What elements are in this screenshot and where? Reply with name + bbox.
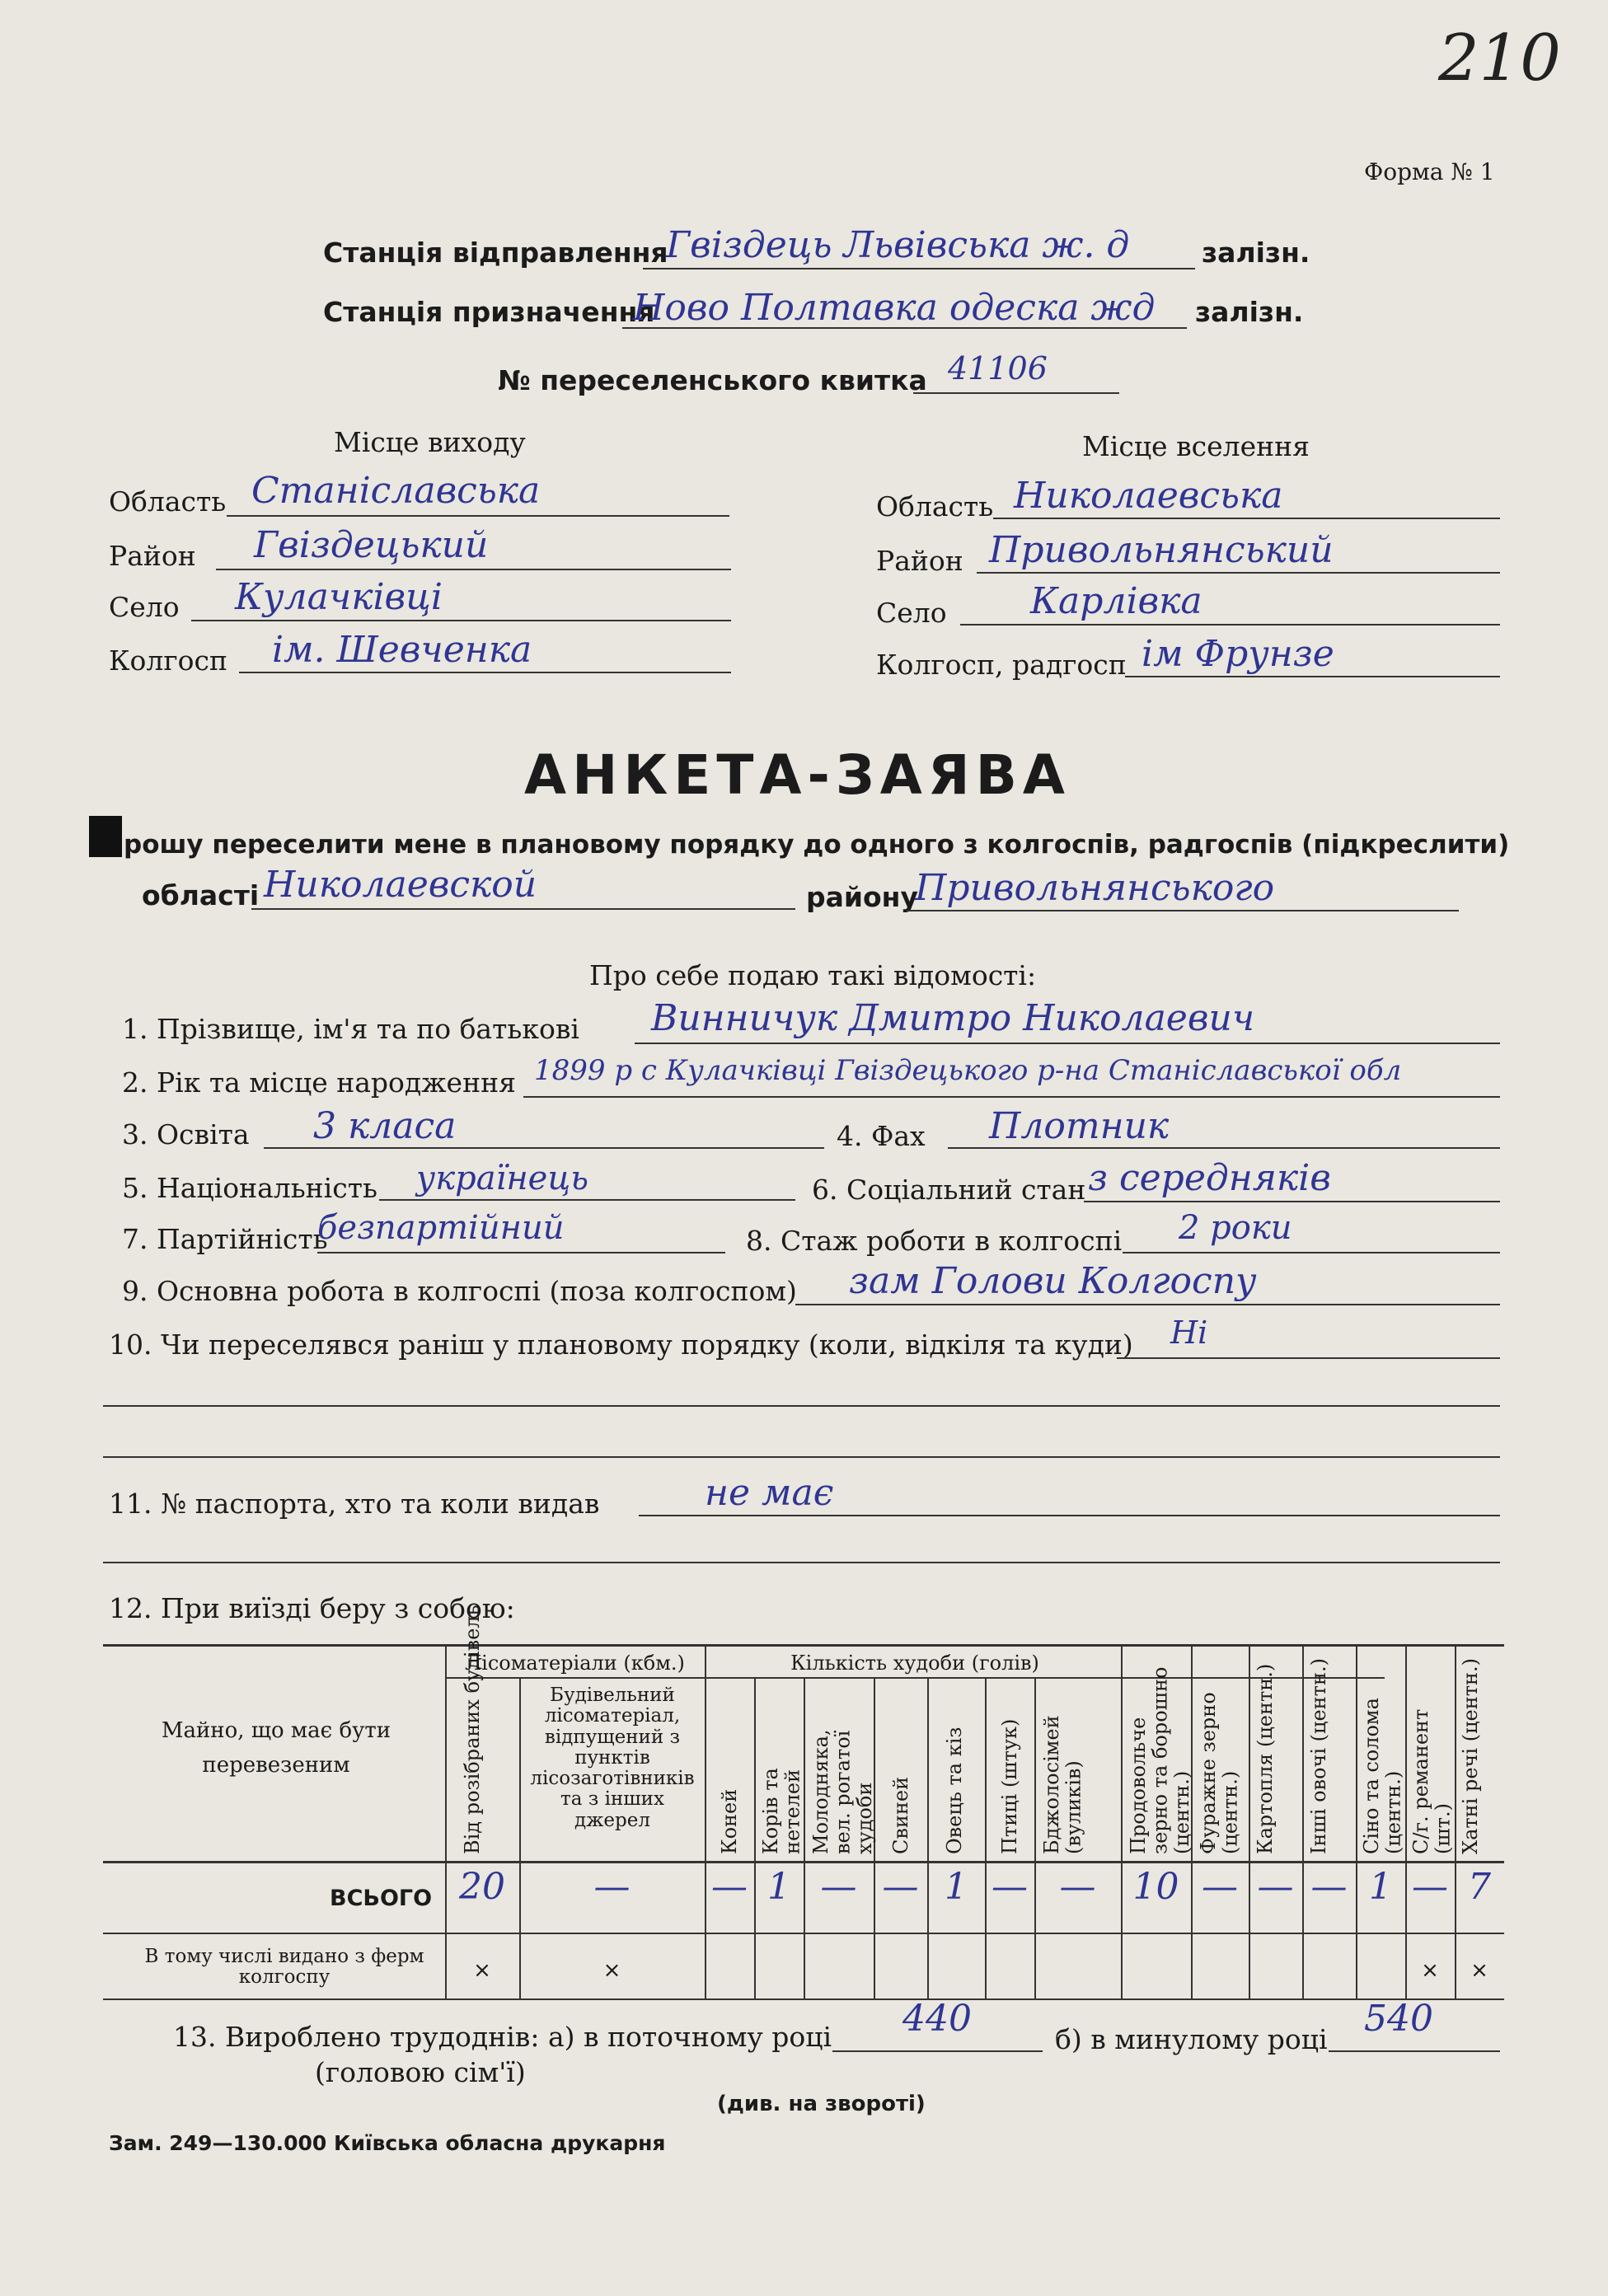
table-bottom-border — [103, 1998, 1504, 2000]
table-cell-total: 7 — [1468, 1866, 1491, 1908]
form-title: АНКЕТА-ЗАЯВА — [524, 743, 1071, 807]
vline — [705, 1646, 706, 1998]
field-2-value: 1899 р с Кулачківці Гвіздецького р-на Станіславської обл — [534, 1054, 1402, 1087]
table-header-bottom — [103, 1861, 1504, 1863]
destination-value: Ново Полтавка одеска жд — [633, 287, 1156, 329]
destination-label: Станція призначення — [323, 296, 655, 328]
table-cell-total: — — [1310, 1866, 1348, 1908]
footer-note: (див. на звороті) — [717, 2092, 926, 2116]
departure-label: Станція відправлення — [323, 237, 668, 269]
table-cell-kolhosp: × — [1470, 1958, 1488, 1983]
table-cell-total: — — [1412, 1866, 1448, 1908]
origin-selo-line — [191, 620, 731, 621]
vline — [1034, 1677, 1036, 1998]
field-4-line — [948, 1147, 1500, 1149]
field-6-value: з середняків — [1088, 1157, 1331, 1199]
field-7-value: безпартійний — [317, 1209, 565, 1247]
settlement-oblast-line — [993, 518, 1500, 519]
table-cell-total: 20 — [459, 1866, 505, 1908]
origin-oblast-value: Станіславська — [251, 470, 541, 512]
field-8-line — [1123, 1252, 1500, 1253]
settlement-oblast-value: Николаевська — [1014, 475, 1283, 517]
vline — [1191, 1646, 1193, 1998]
col-header: Інші овочі (центн.) — [1307, 1658, 1330, 1854]
field-10-label: 10. Чи переселявся раніш у плановому порядку (коли, відкіля та куди) — [109, 1328, 1133, 1361]
table-cell-total: 10 — [1132, 1866, 1179, 1908]
request-line: рошу переселити мене в плановому порядку до одного з колгоспів, радгоспів (підкреслити) — [124, 830, 1510, 860]
table-cell-kolhosp: × — [602, 1958, 621, 1983]
field-9-value: зам Голови Колгоспу — [849, 1260, 1257, 1302]
vline — [1121, 1646, 1123, 1998]
vline — [804, 1677, 805, 1998]
table-cell-total: — — [593, 1866, 631, 1908]
origin-raion-label: Район — [109, 540, 196, 572]
origin-oblast-label: Область — [109, 485, 227, 518]
field-6-line — [1084, 1201, 1500, 1202]
table-cell-total: — — [992, 1866, 1028, 1908]
origin-kolhosp-label: Колгосп — [109, 644, 228, 677]
field-8-value: 2 роки — [1179, 1209, 1292, 1247]
settlement-raion-label: Район — [876, 545, 963, 577]
table-cell-total: 1 — [945, 1866, 968, 1908]
field-5-label: 5. Національність — [122, 1172, 377, 1204]
settlement-selo-value: Карлівка — [1030, 580, 1202, 622]
departure-line — [643, 268, 1195, 269]
printer-info: Зам. 249—130.000 Київська обласна друкарня — [109, 2131, 666, 2155]
departure-value: Гвіздець Львівська ж. д — [666, 224, 1130, 266]
table-row-divider — [103, 1933, 1504, 1934]
col-header: Фуражне зерно (центн.) — [1197, 1692, 1242, 1854]
vline — [1302, 1646, 1304, 1998]
destination-suffix: залізн. — [1195, 296, 1304, 328]
table-cell-kolhosp: × — [473, 1958, 491, 1983]
settlement-kolhosp-line — [1125, 676, 1500, 677]
workdays-past-value: 540 — [1364, 1998, 1433, 2040]
col-header: Коней — [718, 1788, 741, 1854]
form-label: Форма № 1 — [1364, 158, 1495, 185]
table-cell-total: — — [1257, 1866, 1294, 1908]
settlement-raion-line — [977, 572, 1500, 574]
vline — [519, 1677, 521, 1998]
origin-oblast-line — [227, 515, 729, 517]
table-cell-total: — — [711, 1866, 748, 1908]
field-5-value: українець — [416, 1160, 589, 1197]
origin-heading: Місце виходу — [334, 426, 526, 458]
vline — [874, 1677, 875, 1998]
col-header: Хатні речі (центн.) — [1459, 1658, 1482, 1854]
field-1-label: 1. Прізвище, ім'я та по батькові — [122, 1013, 579, 1045]
origin-raion-value: Гвіздецький — [254, 524, 489, 566]
col-header: Птиці (штук) — [998, 1718, 1021, 1854]
field-1-value: Винничук Дмитро Николаевич — [651, 997, 1255, 1039]
table-cell-kolhosp: × — [1421, 1958, 1439, 1983]
field-5-line — [379, 1199, 795, 1201]
col-header: Бджолосімей (вуликів) — [1040, 1715, 1085, 1854]
col-header: Овець та кіз — [943, 1727, 966, 1854]
settlement-selo-label: Село — [876, 597, 947, 629]
request-oblast-label: області — [142, 879, 260, 911]
settlement-raion-value: Привольнянський — [989, 529, 1334, 571]
col-header: Сіно та солома (центн.) — [1360, 1698, 1405, 1854]
workdays-label: 13. Вироблено трудоднів: а) в поточному році — [173, 2021, 832, 2053]
table-group-divider — [445, 1677, 1385, 1679]
field-7-line — [317, 1252, 725, 1253]
departure-suffix: залізн. — [1202, 237, 1310, 269]
workdays-past-line — [1329, 2050, 1500, 2052]
field-6-label: 6. Соціальний стан — [812, 1174, 1086, 1206]
redacted-mark — [89, 816, 122, 857]
col-header: Корів та нетелей — [759, 1768, 804, 1854]
table-cell-total: — — [1059, 1866, 1096, 1908]
field-10-extra-line-2 — [103, 1456, 1500, 1458]
field-1-line — [635, 1043, 1500, 1044]
table-cell-total: 1 — [1369, 1866, 1392, 1908]
origin-kolhosp-value: ім. Шевченка — [272, 629, 532, 671]
col-header: Картопля (центн.) — [1254, 1663, 1277, 1854]
field-3-line — [264, 1147, 824, 1149]
settlement-oblast-label: Область — [876, 490, 994, 522]
field-10-value: Ні — [1170, 1314, 1208, 1351]
field-8-label: 8. Стаж роботи в колгоспі — [746, 1225, 1123, 1257]
settlement-kolhosp-label: Колгосп, радгосп — [876, 649, 1127, 681]
vline — [1455, 1646, 1456, 1998]
field-10-line — [1117, 1357, 1500, 1359]
request-oblast-value: Николаевской — [264, 864, 537, 906]
request-raion-line — [907, 910, 1459, 911]
field-11-value: не має — [705, 1472, 834, 1514]
field-2-line — [523, 1096, 1500, 1098]
request-raion-value: Привольнянського — [915, 867, 1275, 909]
field-11-extra-line — [103, 1562, 1500, 1563]
field-11-line — [639, 1515, 1500, 1516]
vline — [927, 1677, 929, 1998]
origin-raion-line — [216, 569, 731, 570]
field-10-extra-line-1 — [103, 1405, 1500, 1407]
col-header: Молодняка, вел. рогатої худоби — [809, 1729, 876, 1854]
table-cell-total: — — [1202, 1866, 1238, 1908]
workdays-current-line — [832, 2050, 1043, 2052]
vline — [1405, 1646, 1407, 1998]
settlement-selo-line — [960, 624, 1500, 626]
field-4-label: 4. Фах — [837, 1120, 926, 1152]
field-7-label: 7. Партійність — [122, 1223, 328, 1255]
ticket-label: № переселенського квитка — [498, 364, 927, 396]
workdays-sub: (головою сім'ї) — [315, 2056, 526, 2088]
group-livestock-header: Кількість худоби (голів) — [790, 1652, 1039, 1675]
table-cell-total: — — [820, 1866, 857, 1908]
col-header: С/г. реманент (шт.) — [1409, 1708, 1455, 1854]
field-4-value: Плотник — [989, 1105, 1170, 1147]
archive-number: 210 — [1438, 21, 1561, 96]
request-oblast-line — [251, 908, 795, 910]
ticket-line — [913, 392, 1119, 394]
workdays-past-label: б) в минулому році — [1055, 2023, 1328, 2055]
ticket-value: 41106 — [948, 350, 1048, 387]
field-12-label: 12. При виїзді беру з собою: — [109, 1592, 515, 1624]
table-top-border — [103, 1644, 1504, 1647]
col-header: Будівельний лісоматеріал, відпущений з пунктів лісозаготівників та з інших джерел — [530, 1685, 695, 1831]
origin-selo-value: Кулачківці — [235, 576, 443, 618]
field-2-label: 2. Рік та місце народження — [122, 1066, 516, 1099]
row-kolhosp-label: В тому числі видано з ферм колгоспу — [144, 1946, 424, 1989]
vline — [1356, 1646, 1357, 1998]
col-header: Свиней — [889, 1776, 912, 1854]
table-cell-total: 1 — [767, 1866, 790, 1908]
row-total-label: ВСЬОГО — [330, 1886, 433, 1911]
vline — [445, 1646, 447, 1998]
settlement-heading: Місце вселення — [1082, 430, 1310, 462]
field-3-value: 3 класа — [313, 1105, 457, 1147]
field-9-label: 9. Основна робота в колгоспі (поза колгоспом) — [122, 1275, 797, 1307]
vline — [1249, 1646, 1250, 1998]
intro-text: Про себе подаю такі відомості: — [589, 959, 1037, 991]
field-9-line — [795, 1304, 1500, 1305]
workdays-current-value: 440 — [902, 1998, 972, 2040]
field-3-label: 3. Освіта — [122, 1118, 250, 1150]
vline — [985, 1677, 987, 1998]
request-raion-label: району — [806, 881, 918, 913]
group-timber-header: Лісоматеріали (кбм.) — [465, 1652, 685, 1675]
col-property-header: Майно, що має бути перевезеним — [161, 1718, 391, 1778]
origin-selo-label: Село — [109, 591, 180, 623]
settlement-kolhosp-value: ім Фрунзе — [1142, 633, 1334, 675]
field-11-label: 11. № паспорта, хто та коли видав — [109, 1488, 600, 1520]
origin-kolhosp-line — [239, 672, 731, 673]
table-cell-total: — — [882, 1866, 919, 1908]
col-header: Продовольче зерно та борошно (центн.) — [1127, 1666, 1193, 1854]
col-header: Від розібраних будівель — [461, 1605, 484, 1854]
vline — [754, 1677, 756, 1998]
